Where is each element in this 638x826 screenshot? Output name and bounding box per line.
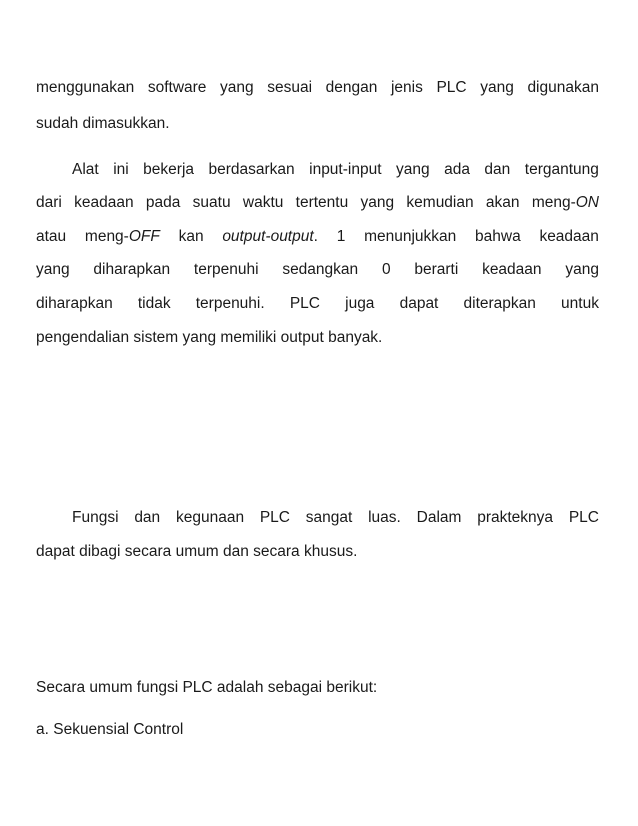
word: sedangkan [282, 261, 359, 278]
word: terpenuhi [193, 261, 259, 278]
punctuation: . [313, 228, 318, 245]
word: waktu [242, 194, 284, 211]
word: diterapkan [463, 295, 536, 312]
word: prakteknya [477, 509, 554, 526]
word: yang [220, 79, 254, 96]
word: digunakan [527, 79, 599, 96]
word: untuk [561, 295, 599, 312]
word: kan [178, 228, 204, 245]
p4-line-2: a. Sekuensial Control [36, 721, 184, 738]
word: berdasarkan [208, 161, 295, 178]
word: PLC [436, 79, 467, 96]
word: pada [145, 194, 181, 211]
word: PLC [259, 509, 290, 526]
p1-line-1 [36, 78, 599, 98]
word: Fungsi [72, 509, 119, 526]
word: kemudian [406, 194, 474, 211]
word: tidak [137, 295, 171, 312]
word: keadaan [74, 194, 134, 211]
word: dan [484, 161, 511, 178]
word: input-input [309, 161, 382, 178]
word: software [147, 79, 207, 96]
word-meng-off [85, 227, 160, 247]
word: PLC [289, 295, 320, 312]
word: 0 [381, 261, 391, 278]
word: sangat [305, 509, 353, 526]
word: tergantung [524, 161, 599, 178]
p1-line-2: sudah dimasukkan. [36, 115, 170, 132]
word: yang [480, 79, 514, 96]
word: PLC [568, 509, 599, 526]
word: yang [565, 261, 599, 278]
word: diharapkan [93, 261, 171, 278]
word: keadaan [539, 228, 599, 245]
word-italic-part: ON [575, 194, 599, 211]
word: Dalam [416, 509, 462, 526]
word: suatu [192, 194, 231, 211]
p2-line-1 [72, 160, 599, 180]
word: bahwa [475, 228, 521, 245]
word: bekerja [143, 161, 195, 178]
word: dengan [325, 79, 378, 96]
word: kegunaan [175, 509, 245, 526]
word: keadaan [482, 261, 542, 278]
p2-line-4 [36, 260, 599, 280]
word-meng-on [532, 193, 599, 213]
p2-line-3 [36, 227, 599, 247]
word: dan [134, 509, 161, 526]
word-italic-part: OFF [128, 228, 160, 245]
word: 1 [336, 228, 346, 245]
word: tertentu [295, 194, 349, 211]
word: sesuai [267, 79, 313, 96]
p2-line-5 [36, 294, 599, 314]
word-plain-part: meng- [84, 228, 129, 245]
word: yang [395, 161, 430, 178]
word: ada [444, 161, 470, 178]
word: diharapkan [36, 295, 113, 312]
p2-line-2 [36, 193, 599, 213]
word: yang [360, 194, 395, 211]
word: jenis [390, 79, 423, 96]
word: yang [36, 261, 70, 278]
word: menggunakan [36, 79, 135, 96]
word-italic-part: output-output [222, 228, 314, 245]
p2-line-6: pengendalian sistem yang memiliki output banyak. [36, 329, 383, 346]
word: berarti [414, 261, 459, 278]
word: dari [36, 194, 62, 211]
word: luas. [368, 509, 401, 526]
word: terpenuhi. [195, 295, 265, 312]
word: akan [485, 194, 520, 211]
word: juga [345, 295, 375, 312]
word: dapat [399, 295, 439, 312]
word: atau [36, 228, 67, 245]
p3-line-1 [72, 508, 599, 528]
p4-line-1: Secara umum fungsi PLC adalah sebagai berikut: [36, 679, 378, 696]
word-plain-part: meng- [531, 194, 576, 211]
word: Alat [72, 161, 99, 178]
p3-line-2: dapat dibagi secara umum dan secara khusus. [36, 543, 358, 560]
word: menunjukkan [364, 228, 457, 245]
word-output-output [222, 227, 318, 247]
word: ini [113, 161, 129, 178]
